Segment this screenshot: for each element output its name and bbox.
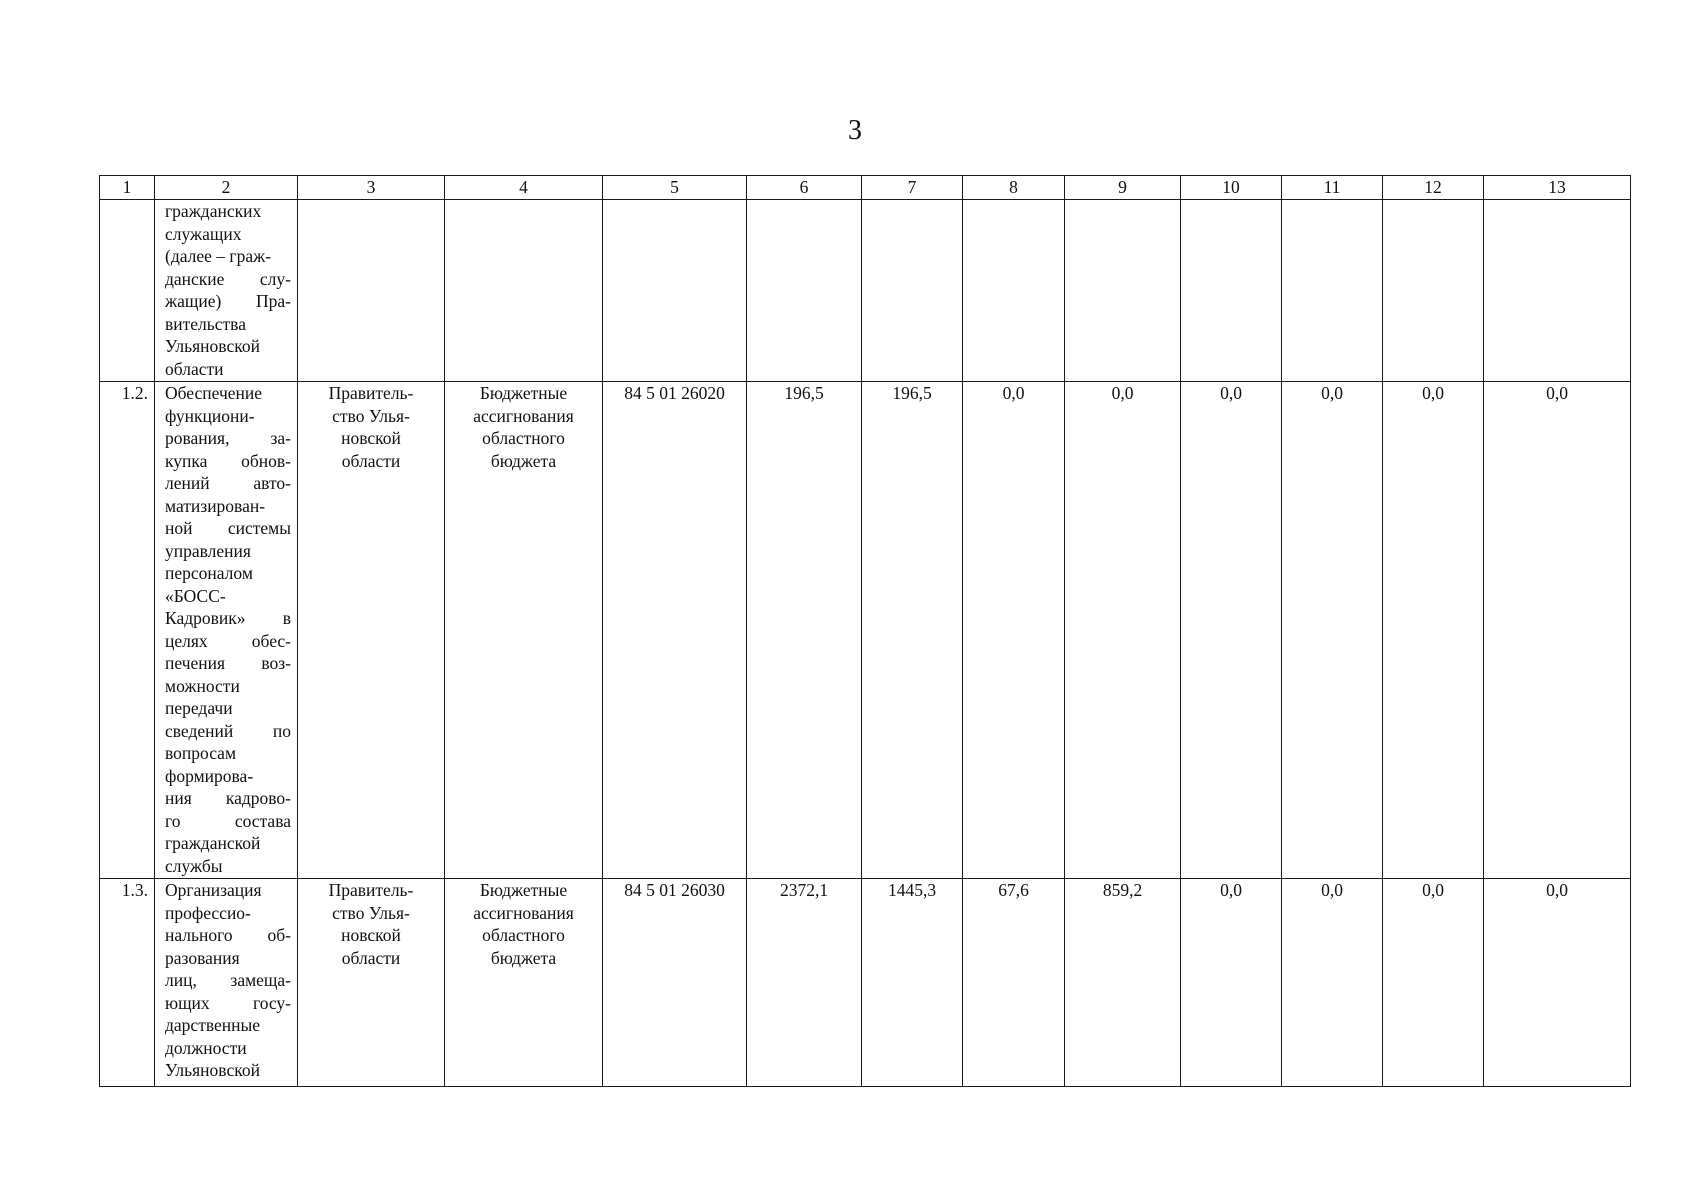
measure-name-line: вопросам [165, 743, 237, 763]
funding-source-line: бюджета [490, 450, 557, 471]
header-col-9: 9 [1065, 176, 1181, 200]
measure-name-line: жащие) Пра- [165, 291, 291, 311]
header-col-8: 8 [963, 176, 1065, 200]
value-cell [862, 200, 963, 382]
executor-line: новской [341, 925, 401, 945]
measure-name-line: Кадровик» в [165, 608, 291, 628]
measure-name-line: формирова- [165, 765, 254, 786]
measure-name-line: функциони- [165, 405, 255, 426]
value-cell: 0,0 [1065, 382, 1181, 879]
executor-cell [298, 200, 445, 382]
measure-name-line: «БОСС- [165, 585, 226, 606]
value-cell: 196,5 [747, 382, 862, 879]
measure-name-line: Ульяновской [165, 1060, 260, 1080]
executor-line: области [341, 450, 401, 471]
measure-name-line: Обеспечение [165, 383, 263, 403]
measure-name-line: ющих госу- [165, 992, 291, 1013]
measure-name-line: рования, за- [165, 428, 291, 448]
measure-name-line: (далее – граж- [165, 246, 272, 266]
measure-name-line: дарственные [165, 1015, 261, 1035]
funding-source-line: ассигнования [473, 902, 574, 923]
funding-source-cell [445, 382, 603, 879]
measure-name-line: го состава [165, 810, 291, 831]
measure-name-line: области [165, 358, 224, 379]
funding-source-line: Бюджетные [479, 383, 568, 403]
measure-name-line: целях обес- [165, 630, 291, 651]
header-col-1: 1 [100, 176, 155, 200]
header-row [100, 176, 1631, 200]
measure-name-line: службы [165, 855, 223, 876]
header-col-3: 3 [298, 176, 445, 200]
value-cell: 1445,3 [862, 879, 963, 1087]
header-col-13: 13 [1484, 176, 1631, 200]
value-cell: 0,0 [1383, 382, 1484, 879]
row-number: 1.2. [100, 382, 155, 879]
executor-line: Правитель- [328, 880, 414, 900]
funding-source-cell [445, 200, 603, 382]
header-col-12: 12 [1383, 176, 1484, 200]
funding-source-line: областного [482, 428, 565, 448]
value-cell: 0,0 [1282, 879, 1383, 1087]
row-number: 1.3. [100, 879, 155, 1087]
measure-name-line: ния кадрово- [165, 788, 291, 808]
budget-code-cell: 84 5 01 26030 [603, 879, 747, 1087]
executor-cell [298, 879, 445, 1087]
value-cell: 0,0 [1383, 879, 1484, 1087]
measure-name-line: персоналом [165, 563, 253, 583]
value-cell [1181, 200, 1282, 382]
value-cell: 0,0 [1484, 382, 1631, 879]
value-cell: 196,5 [862, 382, 963, 879]
measure-name-line: лиц, замеща- [165, 970, 291, 990]
value-cell [1065, 200, 1181, 382]
header-col-11: 11 [1282, 176, 1383, 200]
header-col-2: 2 [155, 176, 298, 200]
measure-name-line: данские слу- [165, 268, 291, 289]
measure-name-line: купка обнов- [165, 450, 291, 471]
measure-name-line: гражданской [165, 833, 261, 853]
executor-line: новской [341, 428, 401, 448]
measure-name-cell [155, 200, 298, 382]
budget-code-cell: 84 5 01 26020 [603, 382, 747, 879]
row-number [100, 200, 155, 382]
budget-table [99, 175, 1631, 1087]
executor-line: ство Улья- [332, 405, 410, 426]
funding-source-line: ассигнования [473, 405, 574, 426]
budget-code-cell [603, 200, 747, 382]
value-cell [1383, 200, 1484, 382]
header-col-7: 7 [862, 176, 963, 200]
executor-line: области [341, 947, 401, 968]
measure-name-line: лений авто- [165, 473, 291, 493]
table-row [100, 879, 1631, 1087]
header-col-10: 10 [1181, 176, 1282, 200]
executor-line: Правитель- [328, 383, 414, 403]
value-cell: 2372,1 [747, 879, 862, 1087]
funding-source-line: Бюджетные [479, 880, 568, 900]
measure-name-line: нального об- [165, 925, 291, 945]
value-cell: 0,0 [1484, 879, 1631, 1087]
measure-name-line: можности [165, 675, 240, 696]
measure-name-line: управления [165, 540, 251, 561]
measure-name-line: передачи [165, 698, 233, 718]
measure-name-line: печения воз- [165, 653, 291, 673]
value-cell: 0,0 [1181, 879, 1282, 1087]
page-number: 3 [848, 115, 862, 146]
table-row [100, 200, 1631, 382]
executor-line: ство Улья- [332, 902, 410, 923]
value-cell: 67,6 [963, 879, 1065, 1087]
measure-name-line: Организация [165, 880, 262, 900]
header-col-5: 5 [603, 176, 747, 200]
measure-name-line: профессио- [165, 902, 251, 923]
measure-name-line: разования [165, 947, 240, 968]
value-cell [963, 200, 1065, 382]
value-cell: 0,0 [1181, 382, 1282, 879]
table-row [100, 382, 1631, 879]
value-cell [747, 200, 862, 382]
measure-name-line: вительства [165, 313, 246, 334]
executor-cell [298, 382, 445, 879]
measure-name-line: должности [165, 1037, 247, 1058]
measure-name-line: служащих [165, 223, 242, 244]
measure-name-line: ной системы [165, 518, 291, 538]
measure-name-cell [155, 382, 298, 879]
value-cell: 859,2 [1065, 879, 1181, 1087]
measure-name-cell [155, 879, 298, 1087]
header-col-6: 6 [747, 176, 862, 200]
measure-name-line: сведений по [165, 720, 291, 741]
value-cell [1484, 200, 1631, 382]
value-cell: 0,0 [963, 382, 1065, 879]
funding-source-line: бюджета [490, 947, 557, 968]
measure-name-line: гражданских [165, 201, 262, 221]
value-cell: 0,0 [1282, 382, 1383, 879]
measure-name-line: матизирован- [165, 495, 266, 516]
funding-source-cell [445, 879, 603, 1087]
funding-source-line: областного [482, 925, 565, 945]
header-col-4: 4 [445, 176, 603, 200]
value-cell [1282, 200, 1383, 382]
measure-name-line: Ульяновской [165, 336, 260, 356]
